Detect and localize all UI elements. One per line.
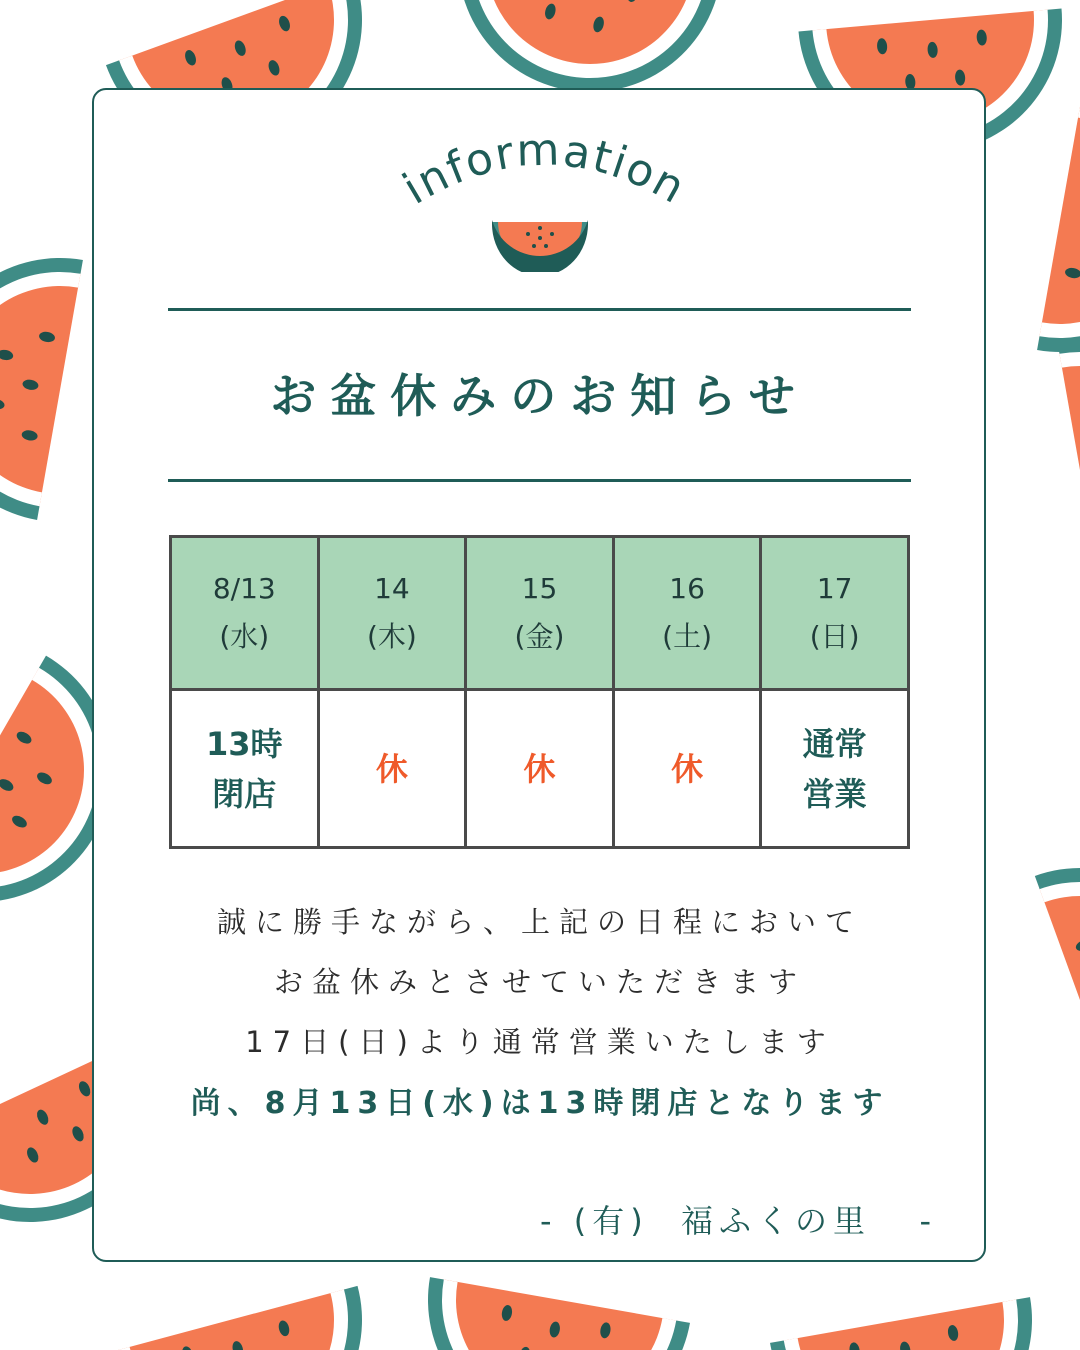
top-divider <box>168 308 911 311</box>
closed-cell <box>466 690 614 848</box>
schedule-table <box>169 535 910 849</box>
message-line: 17日(日)より通常営業いたします <box>245 1025 835 1059</box>
status-label: 閉店 <box>212 774 277 813</box>
weekday-label: (日) <box>809 620 860 653</box>
status-label: 通常 <box>802 724 867 763</box>
closed-cell <box>318 690 466 848</box>
date-label: 14 <box>374 572 410 605</box>
date-label: 16 <box>669 572 705 605</box>
closed-cell <box>613 690 761 848</box>
schedule-header-row <box>171 537 909 690</box>
information-text: information <box>394 124 695 215</box>
status-cell <box>761 690 909 848</box>
status-cell <box>171 690 319 848</box>
bottom-divider <box>168 479 911 482</box>
schedule-status-row <box>171 690 909 848</box>
page-title: お盆休みのお知らせ <box>270 369 809 423</box>
signature: - (有) 福ふくの里 - <box>540 1202 938 1240</box>
weekday-label: (金) <box>514 620 565 653</box>
weekday-label: (土) <box>662 620 712 653</box>
date-cell <box>613 537 761 690</box>
date-label: 8/13 <box>212 572 276 605</box>
status-label: 営業 <box>802 774 867 813</box>
date-cell <box>761 537 909 690</box>
watermelon-icon <box>490 212 590 272</box>
status-label: 13時 <box>206 724 283 763</box>
closed-label: 休 <box>671 749 704 788</box>
closed-label: 休 <box>375 749 408 788</box>
date-label: 17 <box>816 572 853 605</box>
message-line: お盆休みとさせていただきます <box>273 965 806 999</box>
closed-label: 休 <box>523 749 556 788</box>
date-cell <box>171 537 319 690</box>
message-line: 誠に勝手ながら、上記の日程において <box>216 905 863 939</box>
weekday-label: (水) <box>219 620 270 653</box>
svg-text:information <box>395 124 695 214</box>
message-note: 尚、8月13日(水)は13時閉店となります <box>190 1086 890 1121</box>
date-cell <box>318 537 466 690</box>
date-cell <box>466 537 614 690</box>
date-label: 15 <box>521 572 558 605</box>
weekday-label: (木) <box>366 620 417 653</box>
